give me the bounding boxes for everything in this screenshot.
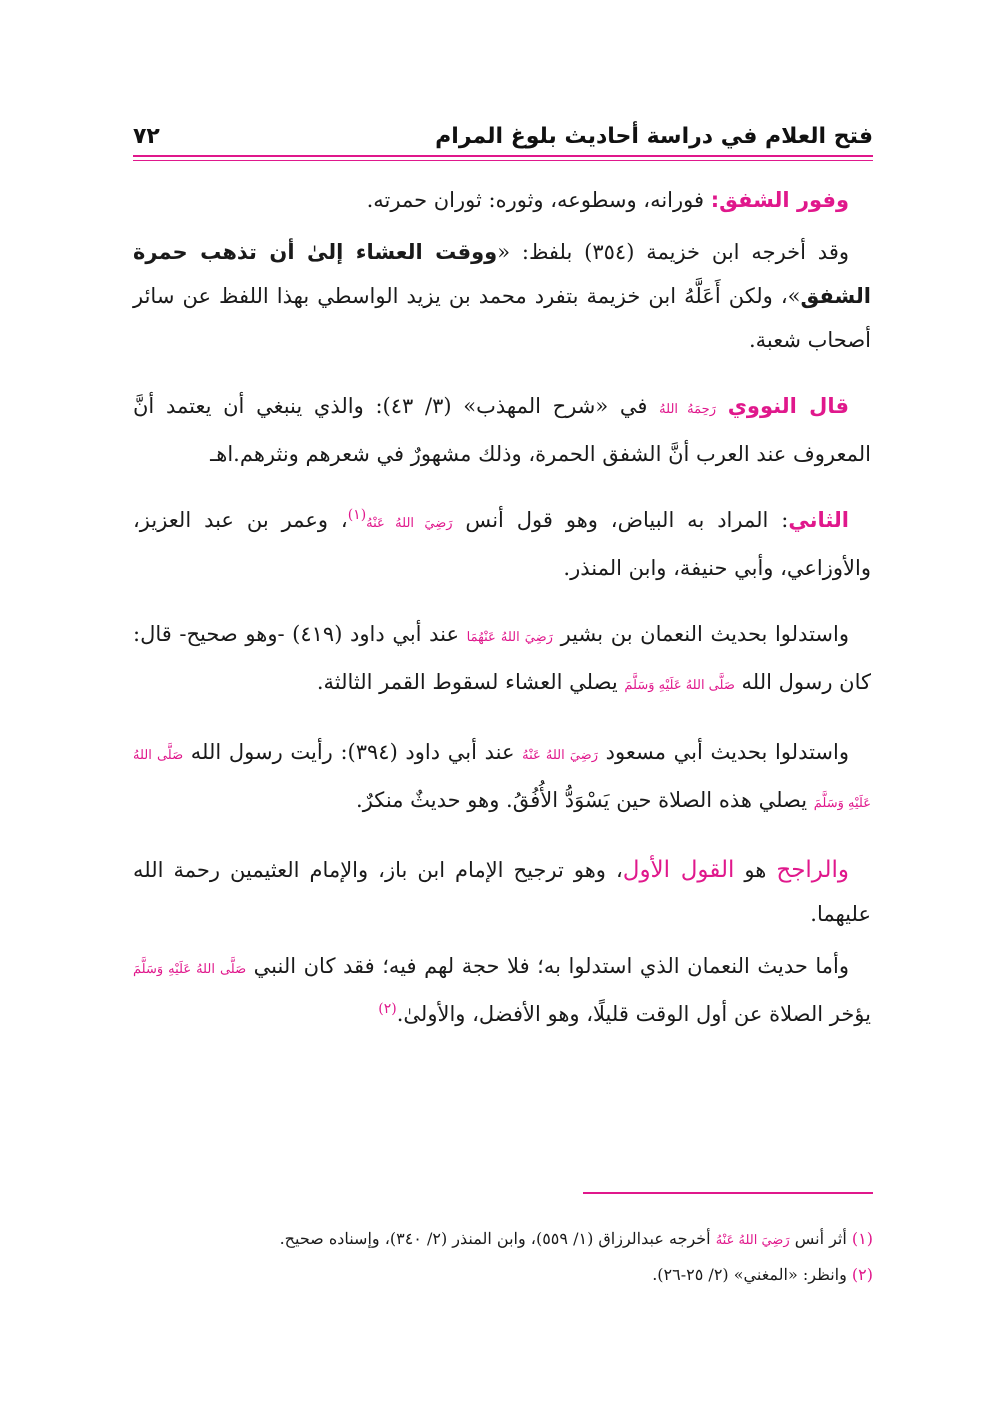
paragraph-nawawi: قال النووي رَحِمَهُ اللهُ في «شرح المهذب» (٣/ ٤٣): والذي ينبغي أن يعتمد أنَّ المعروف عند العرب أنَّ الشفق الحمرة، وذلك مشهورٌ في شعرهم ونثرهم.اهـ <box>133 394 871 466</box>
book-title: فتح العلام في دراسة أحاديث بلوغ المرام <box>435 123 873 149</box>
honorific-radiallahu: رَضِيَ اللهُ عَنْهُ <box>366 516 453 531</box>
paragraph-abu-masud-hadith: واستدلوا بحديث أبي مسعود رَضِيَ اللهُ عَنْهُ عند أبي داود (٣٩٤): رأيت رسول الله صَلَّى اللهُ عَلَيْهِ وَسَلَّمَ يصلي هذه الصلاة حين يَسْوَدُّ الأُفُقُ. وهو حديثٌ منكرٌ. <box>133 740 871 812</box>
speaker-nawawi: قال النووي <box>727 394 849 418</box>
paragraph-ibn-khuzaymah: وقد أخرجه ابن خزيمة (٣٥٤) بلفظ: «ووقت العشاء إلىٰ أن تذهب حمرة الشفق»، ولكن أَعَلَّهُ ابن خزيمة بتفرد محمد بن يزيد الواسطي بهذا اللفظ عن سائر أصحاب شعبة. <box>133 240 871 352</box>
footnote-number: (١) <box>851 1229 873 1248</box>
footnote-ref-1[interactable]: (١) <box>347 507 367 523</box>
footnote-2: (٢) وانظر: «المغني» (٢/ ٢٥-٢٦). <box>652 1265 873 1284</box>
honorific-salallahu: صَلَّى اللهُ عَلَيْهِ وَسَلَّمَ <box>133 748 871 811</box>
term-first-opinion: القول الأول <box>622 857 735 883</box>
label-preferred: والراجح <box>776 857 849 883</box>
main-text <box>133 178 871 1036</box>
running-header <box>133 118 873 154</box>
paragraph-second-opinion: الثاني: المراد به البياض، وهو قول أنس رَضِيَ اللهُ عَنْهُ$^{(١)}$، وعمر بن عبد العزيز، والأوزاعي، وأبي حنيفة، وابن المنذر. <box>133 507 871 580</box>
page-number: ٧٢ <box>133 123 160 149</box>
header-rule-thin <box>133 160 873 161</box>
footnote-number: (٢) <box>851 1265 873 1284</box>
term-wufur-ashshafaq: وفور الشفق: <box>710 188 849 212</box>
footnote-ref-2[interactable]: (٢) <box>378 1001 397 1017</box>
footnotes <box>133 1222 873 1292</box>
footnote-1: (١) أثر أنس رَضِيَ اللهُ عَنْهُ أخرجه عبدالرزاق (١/ ٥٥٩)، وابن المنذر (٢/ ٣٤٠)، وإسناده صحيح. <box>279 1229 873 1248</box>
honorific-salallahu: صَلَّى اللهُ عَلَيْهِ وَسَلَّمَ <box>133 962 247 977</box>
paragraph-shafaq-definition: وفور الشفق: فورانه، وسطوعه، وثوره: ثوران حمرته. <box>366 188 849 212</box>
paragraph-response: وأما حديث النعمان الذي استدلوا به؛ فلا حجة لهم فيه؛ فقد كان النبي صَلَّى اللهُ عَلَيْهِ وَسَلَّمَ يؤخر الصلاة عن أول الوقت قليلًا، وهو الأفضل، والأولىٰ.$^{(٢)}$ <box>133 954 871 1026</box>
hadith-quote: ووقت العشاء إلىٰ أن تذهب حمرة الشفق <box>133 240 871 308</box>
label-second: الثاني <box>788 508 850 532</box>
honorific-radiallahu: رَضِيَ اللهُ عَنْهُ <box>522 748 598 763</box>
footnote-separator <box>583 1192 873 1194</box>
header-rule-thick <box>133 155 873 157</box>
paragraph-preferred-view: والراجح هو القول الأول، وهو ترجيح الإمام ابن باز، والإمام العثيمين رحمة الله عليهما. <box>133 857 871 926</box>
honorific-radiallahu-anhuma: رَضِيَ اللهُ عَنْهُمَا <box>466 630 553 645</box>
honorific-rahimahullah: رَحِمَهُ اللهُ <box>659 402 716 417</box>
honorific-radiallahu: رَضِيَ اللهُ عَنْهُ <box>715 1233 790 1248</box>
honorific-salallahu: صَلَّى اللهُ عَلَيْهِ وَسَلَّمَ <box>624 678 735 693</box>
paragraph-numan-hadith: واستدلوا بحديث النعمان بن بشير رَضِيَ اللهُ عَنْهُمَا عند أبي داود (٤١٩) -وهو صحيح- قال: كان رسول الله صَلَّى اللهُ عَلَيْهِ وَسَلَّمَ يصلي العشاء لسقوط القمر الثالثة. <box>133 622 871 694</box>
